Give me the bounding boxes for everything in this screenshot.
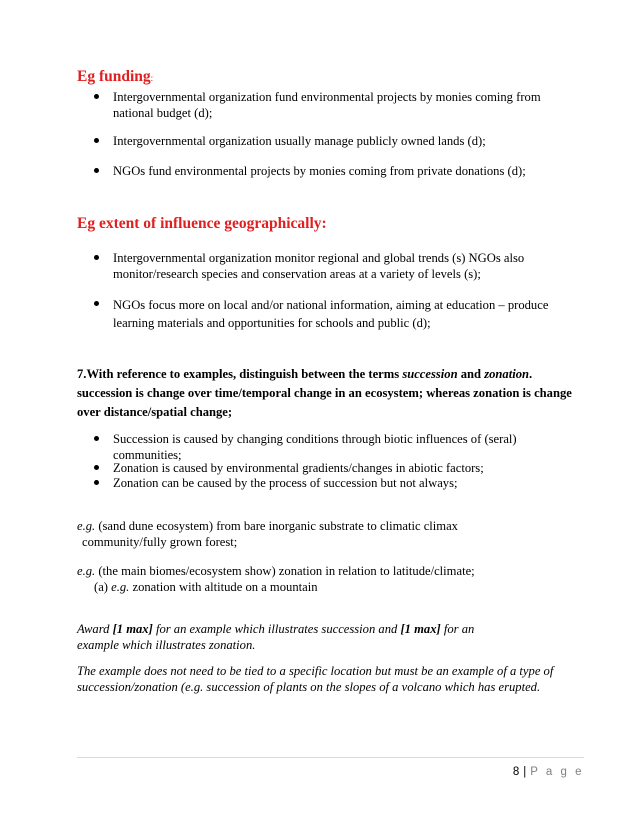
list-item: Intergovernmental organization fund environmental projects by monies coming from national budget (d); (113, 89, 583, 121)
list-item: Zonation is caused by environmental gradients/changes in abiotic factors; (113, 460, 583, 476)
page-number: 8 (512, 766, 520, 778)
list-item: Intergovernmental organization usually manage publicly owned lands (d); (113, 133, 583, 149)
example-1-continued: community/fully grown forest; (82, 535, 238, 549)
list-item: Succession is caused by changing conditions through biotic influences of (seral) communities; (113, 431, 583, 463)
list-item: NGOs fund environmental projects by monies coming from private donations (d); (113, 163, 583, 179)
question-7-answer: succession is change over time/temporal change in an ecosystem; whereas zonation is change over distance/spatial change; (77, 386, 572, 419)
example-note: The example does not need to be tied to a specific location but must be an example of a type of succession/zonation (e.g. succession of plants on the slopes of a volcano which has erupted. (77, 664, 554, 694)
example-3: (a) e.g. zonation with altitude on a mountain (94, 580, 318, 594)
list-item: NGOs focus more on local and/or national information, aiming at education – produce learning materials and opportunities for schools and public (d); (113, 296, 583, 332)
funding-heading: Eg funding: (77, 68, 154, 85)
award-note: Award [1 max] for an example which illustrates succession and [1 max] for an example which illustrates zonation. (77, 622, 475, 652)
footer-divider (77, 757, 584, 758)
example-1: e.g. (sand dune ecosystem) from bare inorganic substrate to climatic climax (77, 519, 458, 533)
example-2: e.g. (the main biomes/ecosystem show) zonation in relation to latitude/climate; (77, 564, 475, 578)
page-footer: 8 | P a g e (512, 766, 584, 778)
page-label: P a g e (530, 766, 584, 778)
question-7: 7.With reference to examples, distinguish between the terms succession and zonation. succession is change over time/temporal change in an ecosystem; whereas zonation is change over distance/spatial change; (77, 367, 572, 419)
extent-heading: Eg extent of influence geographically: (77, 215, 327, 232)
list-item: Zonation can be caused by the process of succession but not always; (113, 475, 583, 491)
list-item: Intergovernmental organization monitor regional and global trends (s) NGOs also monitor/research species and conservation areas at a variety of levels (s); (113, 250, 583, 282)
